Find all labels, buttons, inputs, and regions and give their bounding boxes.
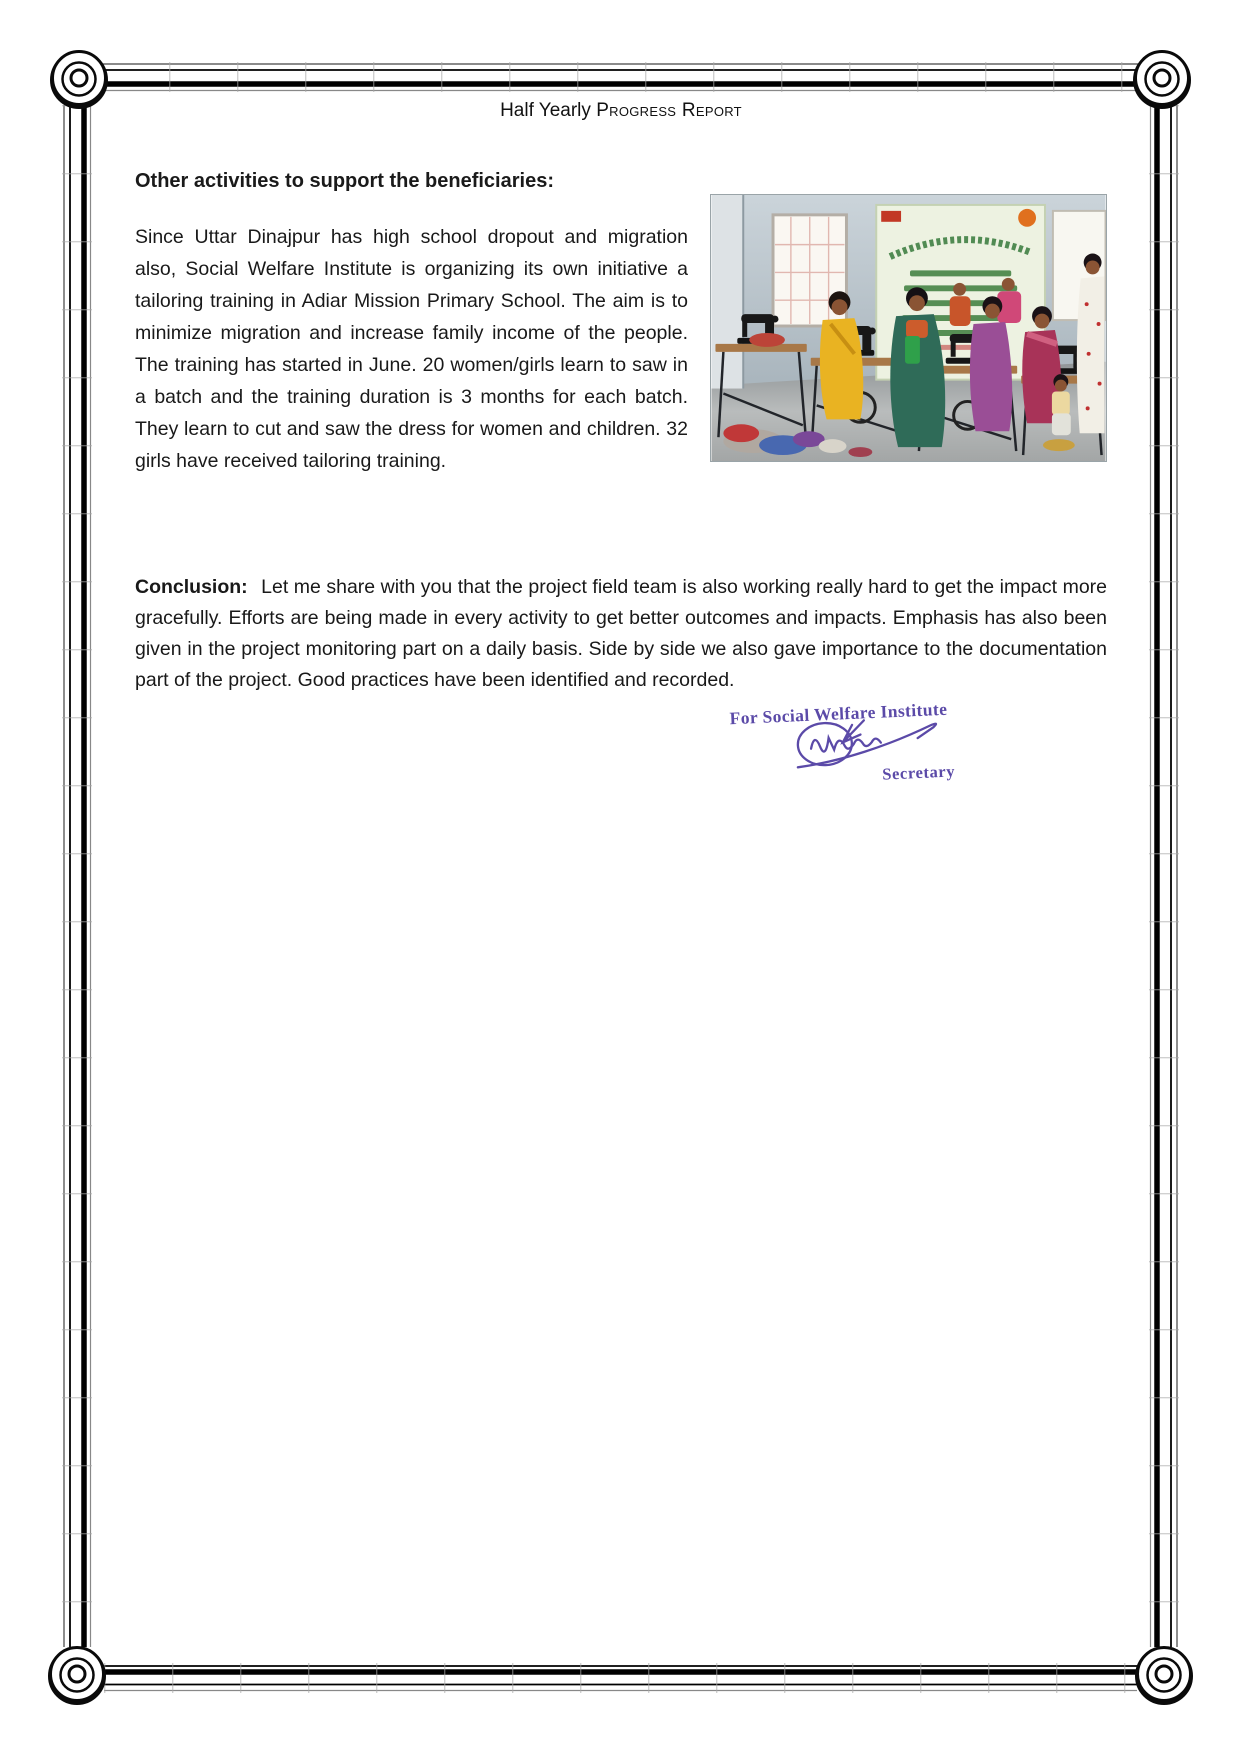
page-title [135, 100, 1107, 122]
activities-heading: Other activities to support the beneficiaries: [135, 170, 554, 192]
page-title-caps: Progress Report [596, 100, 742, 121]
conclusion-paragraph [135, 572, 1107, 696]
conclusion-text: Let me share with you that the project field team is also working really hard to get the impact more gracefully. Efforts are being made in every activity to get better outcomes and impacts. Emphasis has also been given in the project monitoring part on a daily basis. Side by side we also gave importance to the documentation part of the project. Good practices have been identified and recorded. [135, 576, 1107, 691]
conclusion-label: Conclusion: [135, 576, 248, 598]
signature-role: Secretary [881, 761, 956, 784]
handwritten-signature-icon [796, 717, 938, 767]
page-title-main: Half Yearly [500, 100, 591, 121]
tailoring-training-photo [710, 194, 1107, 462]
activities-section [135, 170, 1107, 478]
activities-paragraph: Since Uttar Dinajpur has high school dropout and migration also, Social Welfare Institute is organizing its own initiative a tailoring training in Adiar Mission Primary School. The aim is to minimize migration and increase family income of the people. The training has started in June. 20 women/girls learn to saw in a batch and the training duration is 3 months for each batch. They learn to cut and saw the dress for women and children. 32 girls have received tailoring training. [135, 226, 688, 472]
signature-for-line: For Social Welfare Institute [729, 698, 948, 729]
signature-block [711, 693, 1035, 799]
